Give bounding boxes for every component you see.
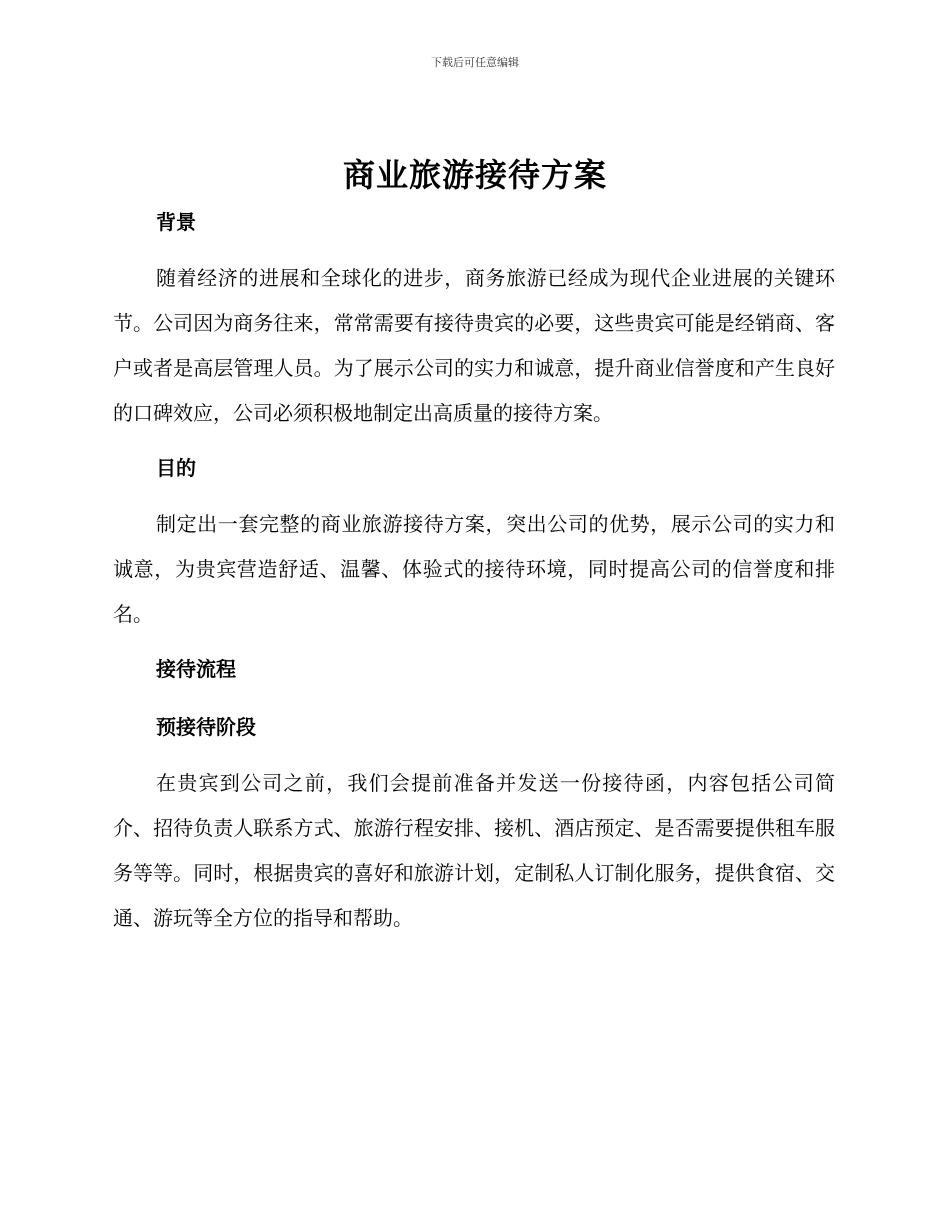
section-heading-purpose: 目的 bbox=[156, 456, 196, 480]
paragraph-pre-reception: 在贵宾到公司之前，我们会提前准备并发送一份接待函，内容包括公司简介、招待负责人联系方式、旅游行程安排、接机、酒店预定、是否需要提供租车服务等等。同时，根据贵宾的喜好和旅游计划，定制私人订制化服务，提供食宿、交通、游玩等全方位的指导和帮助。 bbox=[113, 771, 835, 930]
section-heading-pre-reception: 预接待阶段 bbox=[156, 715, 256, 739]
section-heading-background: 背景 bbox=[156, 210, 196, 234]
paragraph-purpose: 制定出一套完整的商业旅游接待方案，突出公司的优势，展示公司的实力和诚意，为贵宾营造舒适、温馨、体验式的接待环境，同时提高公司的信誉度和排名。 bbox=[113, 512, 835, 626]
paragraph-background: 随着经济的进展和全球化的进步，商务旅游已经成为现代企业进展的关键环节。公司因为商务往来，常常需要有接待贵宾的必要，这些贵宾可能是经销商、客户或者是高层管理人员。为了展示公司的实力和诚意，提升商业信誉度和产生良好的口碑效应，公司必须积极地制定出高质量的接待方案。 bbox=[113, 266, 835, 425]
section-heading-process: 接待流程 bbox=[156, 657, 236, 681]
document-title: 商业旅游接待方案 bbox=[342, 156, 607, 194]
header-note: 下载后可任意编辑 bbox=[431, 56, 519, 69]
document-body bbox=[113, 204, 835, 941]
